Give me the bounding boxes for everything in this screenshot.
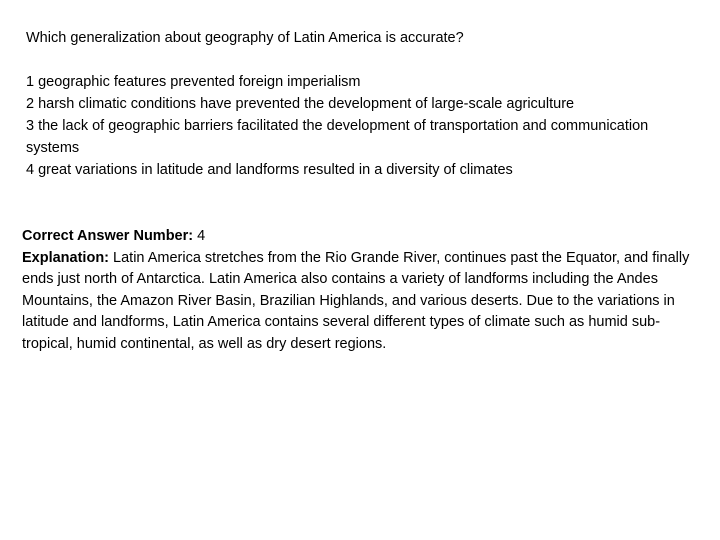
question-block [26, 27, 696, 181]
answer-option-4: 4 great variations in latitude and landforms resulted in a diversity of climates [26, 162, 513, 178]
answer-option-3: 3 the lack of geographic barriers facilitated the development of transportation and communication systems [26, 118, 649, 156]
explanation-paragraph [22, 248, 697, 356]
correct-answer-value: 4 [197, 228, 206, 244]
correct-answer-line [22, 226, 697, 248]
question-text: Which generalization about geography of Latin America is accurate? [26, 30, 464, 46]
answer-option-2: 2 harsh climatic conditions have prevented the development of large-scale agriculture [26, 96, 575, 112]
answer-option-1: 1 geographic features prevented foreign imperialism [26, 74, 361, 90]
explanation-text: Latin America stretches from the Rio Grande River, continues past the Equator, and finally ends just north of Antarctica. Latin America also contains a variety of landforms including the Andes Mountains, the Amazon River Basin, Brazilian Highlands, and various deserts. Due to the variations in latitude and landforms, Latin America contains several different types of climate such as humid sub-tropical, humid continental, as well as dry desert regions. [22, 249, 690, 352]
correct-answer-label: Correct Answer Number: [22, 228, 194, 244]
answer-block [22, 226, 697, 356]
explanation-label: Explanation: [22, 249, 110, 266]
